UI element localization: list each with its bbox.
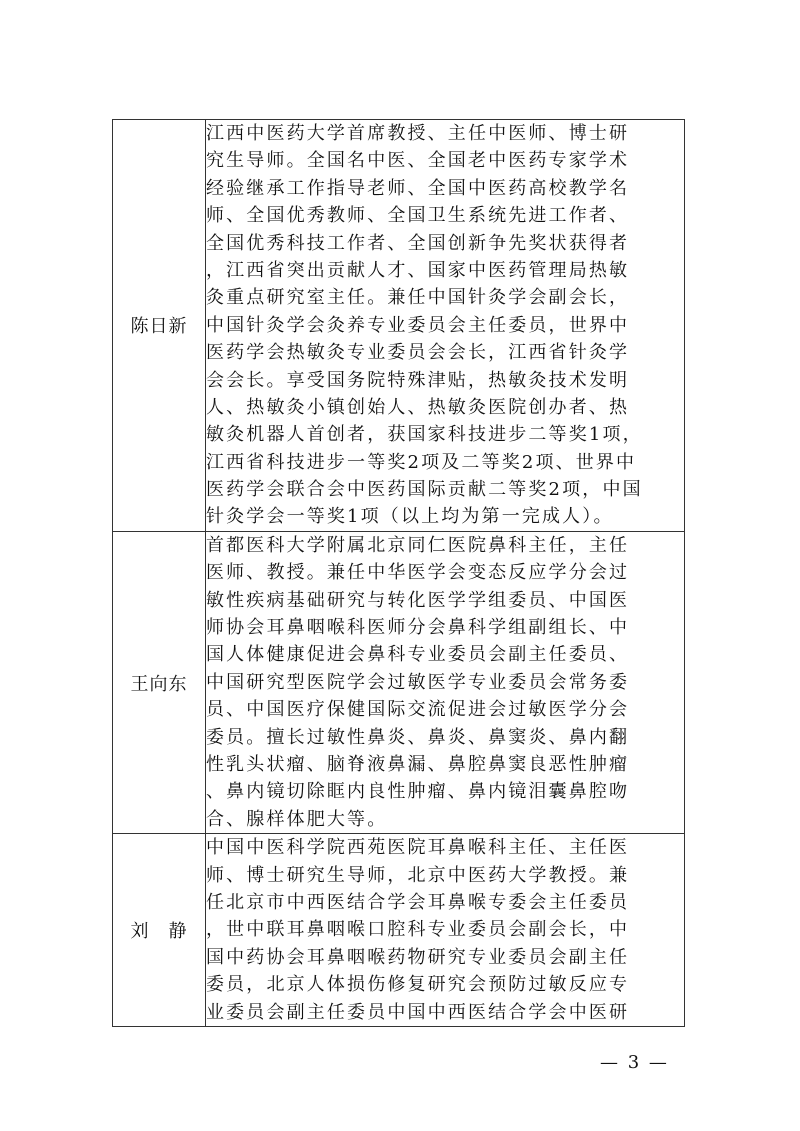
description-line: 国中药协会耳鼻咽喉药物研究专业委员会副主任 — [206, 946, 630, 968]
description-line: 合、腺样体肥大等。 — [206, 808, 388, 830]
expert-description — [206, 834, 685, 1027]
description-line: 人、热敏灸小镇创始人、热敏灸医院创办者、热 — [206, 396, 630, 418]
description-line: 中国研究型医院学会过敏医学专业委员会常务委 — [206, 671, 630, 693]
description-line: 经验继承工作指导老师、全国中医药高校教学名 — [206, 177, 630, 199]
description-line: 国人体健康促进会鼻科专业委员会副主任委员、 — [206, 644, 630, 666]
description-line: 灸重点研究室主任。兼任中国针灸学会副会长， — [206, 287, 630, 309]
table-row — [113, 531, 685, 833]
expert-name: 陈日新 — [113, 120, 206, 532]
description-line: 委员，北京人体损伤修复研究会预防过敏反应专 — [206, 974, 630, 996]
description-line: 委员。擅长过敏性鼻炎、鼻炎、鼻窦炎、鼻内翻 — [206, 726, 630, 748]
expert-bio-table — [112, 119, 685, 1027]
description-line: 员、中国医疗保健国际交流促进会过敏医学分会 — [206, 699, 630, 721]
description-line: 全国优秀科技工作者、全国创新争先奖状获得者 — [206, 232, 630, 254]
description-line: 、鼻内镜切除眶内良性肿瘤、鼻内镜泪囊鼻腔吻 — [206, 781, 630, 803]
description-line: 业委员会副主任委员中国中西医结合学会中医研 — [206, 1001, 630, 1023]
page-number: — 3 — — [600, 1052, 669, 1073]
description-line: 医师、教授。兼任中华医学会变态反应学分会过 — [206, 562, 630, 584]
description-line: 江西中医药大学首席教授、主任中医师、博士研 — [206, 123, 630, 144]
description-line: 首都医科大学附属北京同仁医院鼻科主任，主任 — [206, 534, 630, 556]
description-line: 会会长。享受国务院特殊津贴，热敏灸技术发明 — [206, 369, 630, 391]
expert-name: 刘 静 — [113, 834, 206, 1027]
description-line: ，江西省突出贡献人才、国家中医药管理局热敏 — [206, 259, 630, 281]
table-row — [113, 120, 685, 532]
expert-name: 王向东 — [113, 531, 206, 833]
description-line: 江西省科技进步一等奖2项及二等奖2项、世界中 — [206, 451, 637, 473]
description-line: 中国针灸学会灸养专业委员会主任委员，世界中 — [206, 314, 630, 336]
description-line: 性乳头状瘤、脑脊液鼻漏、鼻腔鼻窦良恶性肿瘤 — [206, 753, 630, 775]
description-line: 究生导师。全国名中医、全国老中医药专家学术 — [206, 150, 630, 172]
description-line: 师协会耳鼻咽喉科医师分会鼻科学组副组长、中 — [206, 617, 630, 639]
table-row — [113, 834, 685, 1027]
expert-description — [206, 120, 685, 532]
description-line: 医药学会联合会中医药国际贡献二等奖2项，中国 — [206, 479, 643, 501]
description-line: 敏灸机器人首创者，获国家科技进步二等奖1项， — [206, 424, 643, 446]
description-line: 医药学会热敏灸专业委员会会长，江西省针灸学 — [206, 342, 630, 364]
description-line: 敏性疾病基础研究与转化医学学组委员、中国医 — [206, 589, 630, 611]
expert-description — [206, 531, 685, 833]
description-line: 任北京市中西医结合学会耳鼻喉专委会主任委员 — [206, 891, 630, 913]
description-line: 师、博士研究生导师，北京中医药大学教授。兼 — [206, 864, 630, 886]
description-line: 中国中医科学院西苑医院耳鼻喉科主任、主任医 — [206, 837, 630, 859]
description-line: 针灸学会一等奖1项（以上均为第一完成人）。 — [206, 506, 614, 528]
description-line: ，世中联耳鼻咽喉口腔科专业委员会副会长，中 — [206, 919, 630, 941]
description-line: 师、全国优秀教师、全国卫生系统先进工作者、 — [206, 205, 630, 227]
